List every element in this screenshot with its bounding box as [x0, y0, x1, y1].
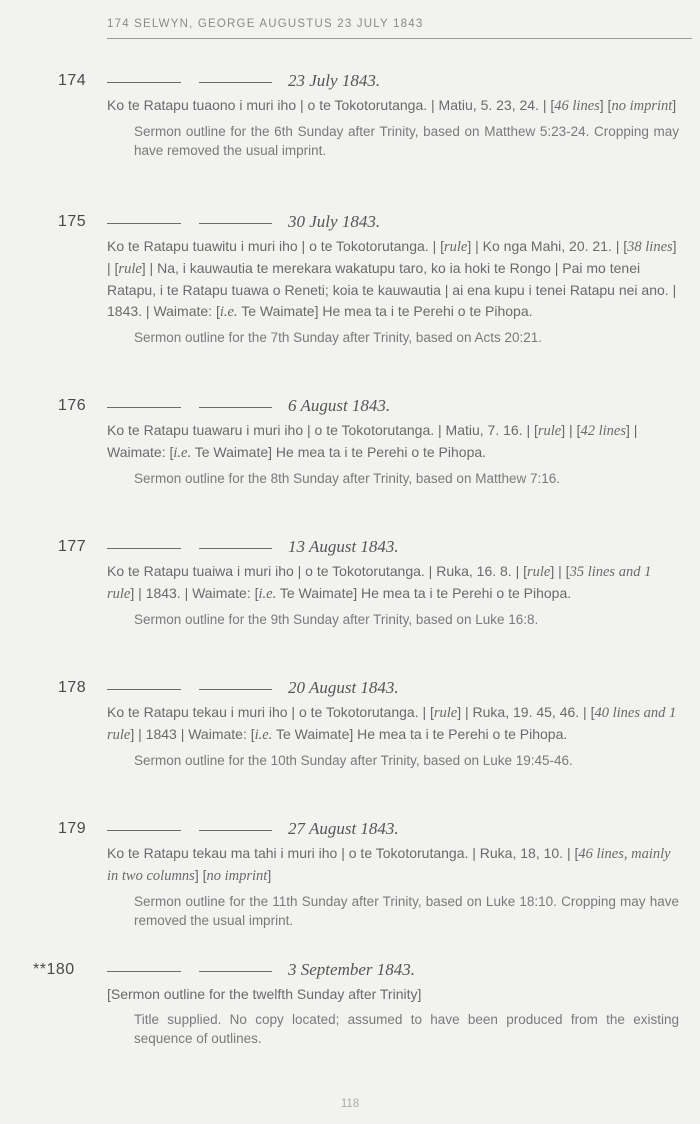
entry-description: [107, 95, 679, 160]
entry-number: **180: [33, 961, 75, 978]
entry-number: 175: [58, 213, 87, 230]
transcription: Ko te Ratapu tuawitu i muri iho | o te Tokotorutanga. | [rule] | Ko nga Mahi, 20. 21. | [38 lines] | [rule] | Na, i kauwautia te merekara wakatupu taro, ko ia hoki te Rongo | Pai mo tenei Ratapu, i te Ratapu tuawa o Reneti; koia te kauwautia | ai ena kupu i tenei Ratapu nei ano. | 1843. | Waimate: [i.e. Te Waimate] He mea ta i te Perehi o te Pihopa.: [107, 238, 677, 320]
author-dash: [107, 223, 181, 224]
title-dash: [199, 830, 272, 831]
running-head: 174 SELWYN, GEORGE AUGUSTUS 23 JULY 1843: [107, 18, 424, 30]
entry-note: Sermon outline for the 7th Sunday after Trinity, based on Acts 20:21.: [134, 330, 542, 345]
header-rule: [107, 38, 692, 39]
entry-date: 30 July 1843.: [288, 212, 381, 231]
author-dash: [107, 830, 181, 831]
entry-number: 178: [58, 679, 87, 696]
transcription: Ko te Ratapu tuaono i muri iho | o te Tokotorutanga. | Matiu, 5. 23, 24. | [46 lines] [no imprint]: [107, 97, 677, 114]
title-dash: [199, 689, 272, 690]
transcription: Ko te Ratapu tuaiwa i muri iho | o te Tokotorutanga. | Ruka, 16. 8. | [rule] | [35 lines and 1 rule] | 1843. | Waimate: [i.e. Te Waimate] He mea ta i te Perehi o te Pihopa.: [107, 563, 652, 602]
entry-date: 6 August 1843.: [288, 396, 391, 415]
entry-note: Title supplied. No copy located; assumed to have been produced from the existing sequence of outlines.: [134, 1012, 679, 1046]
entry-description: [107, 236, 679, 347]
entry-note: Sermon outline for the 8th Sunday after Trinity, based on Matthew 7:16.: [134, 471, 560, 486]
entry-date: 3 September 1843.: [288, 960, 416, 979]
entry-date: 23 July 1843.: [288, 71, 381, 90]
entry-description: [107, 561, 679, 629]
entry-date: 27 August 1843.: [288, 819, 399, 838]
author-dash: [107, 971, 181, 972]
entry-note: Sermon outline for the 6th Sunday after Trinity, based on Matthew 5:23-24. Cropping may have removed the usual imprint.: [134, 124, 679, 158]
entry-number: 174: [58, 72, 87, 89]
author-dash: [107, 548, 181, 549]
page-number: 118: [340, 1098, 360, 1110]
entry-description: [107, 843, 679, 930]
title-dash: [199, 971, 272, 972]
entry-number: 176: [58, 397, 87, 414]
entry-date: 20 August 1843.: [288, 678, 399, 697]
author-dash: [107, 689, 181, 690]
entry-description: [107, 984, 679, 1048]
entry-number: 179: [58, 820, 87, 837]
entry-description: [107, 702, 679, 770]
entry-note: Sermon outline for the 10th Sunday after Trinity, based on Luke 19:45-46.: [134, 753, 573, 768]
transcription: Ko te Ratapu tuawaru i muri iho | o te Tokotorutanga. | Matiu, 7. 16. | [rule] | [42 lines] | Waimate: [i.e. Te Waimate] He mea ta i te Perehi o te Pihopa.: [107, 422, 638, 461]
entry-number: 177: [58, 538, 87, 555]
author-dash: [107, 407, 181, 408]
entry-date: 13 August 1843.: [288, 537, 399, 556]
title-dash: [199, 223, 272, 224]
title-dash: [199, 82, 272, 83]
title-dash: [199, 548, 272, 549]
transcription: [Sermon outline for the twelfth Sunday after Trinity]: [107, 986, 422, 1002]
entry-note: Sermon outline for the 9th Sunday after Trinity, based on Luke 16:8.: [134, 612, 539, 627]
title-dash: [199, 407, 272, 408]
author-dash: [107, 82, 181, 83]
entry-description: [107, 420, 679, 488]
transcription: Ko te Ratapu tekau ma tahi i muri iho | o te Tokotorutanga. | Ruka, 18, 10. | [46 lines, mainly in two columns] [no imprint]: [107, 845, 671, 884]
entry-note: Sermon outline for the 11th Sunday after Trinity, based on Luke 18:10. Cropping may have removed the usual imprint.: [134, 894, 679, 928]
transcription: Ko te Ratapu tekau i muri iho | o te Tokotorutanga. | [rule] | Ruka, 19. 45, 46. | [40 lines and 1 rule] | 1843 | Waimate: [i.e. Te Waimate] He mea ta i te Perehi o te Pihopa.: [107, 704, 677, 743]
